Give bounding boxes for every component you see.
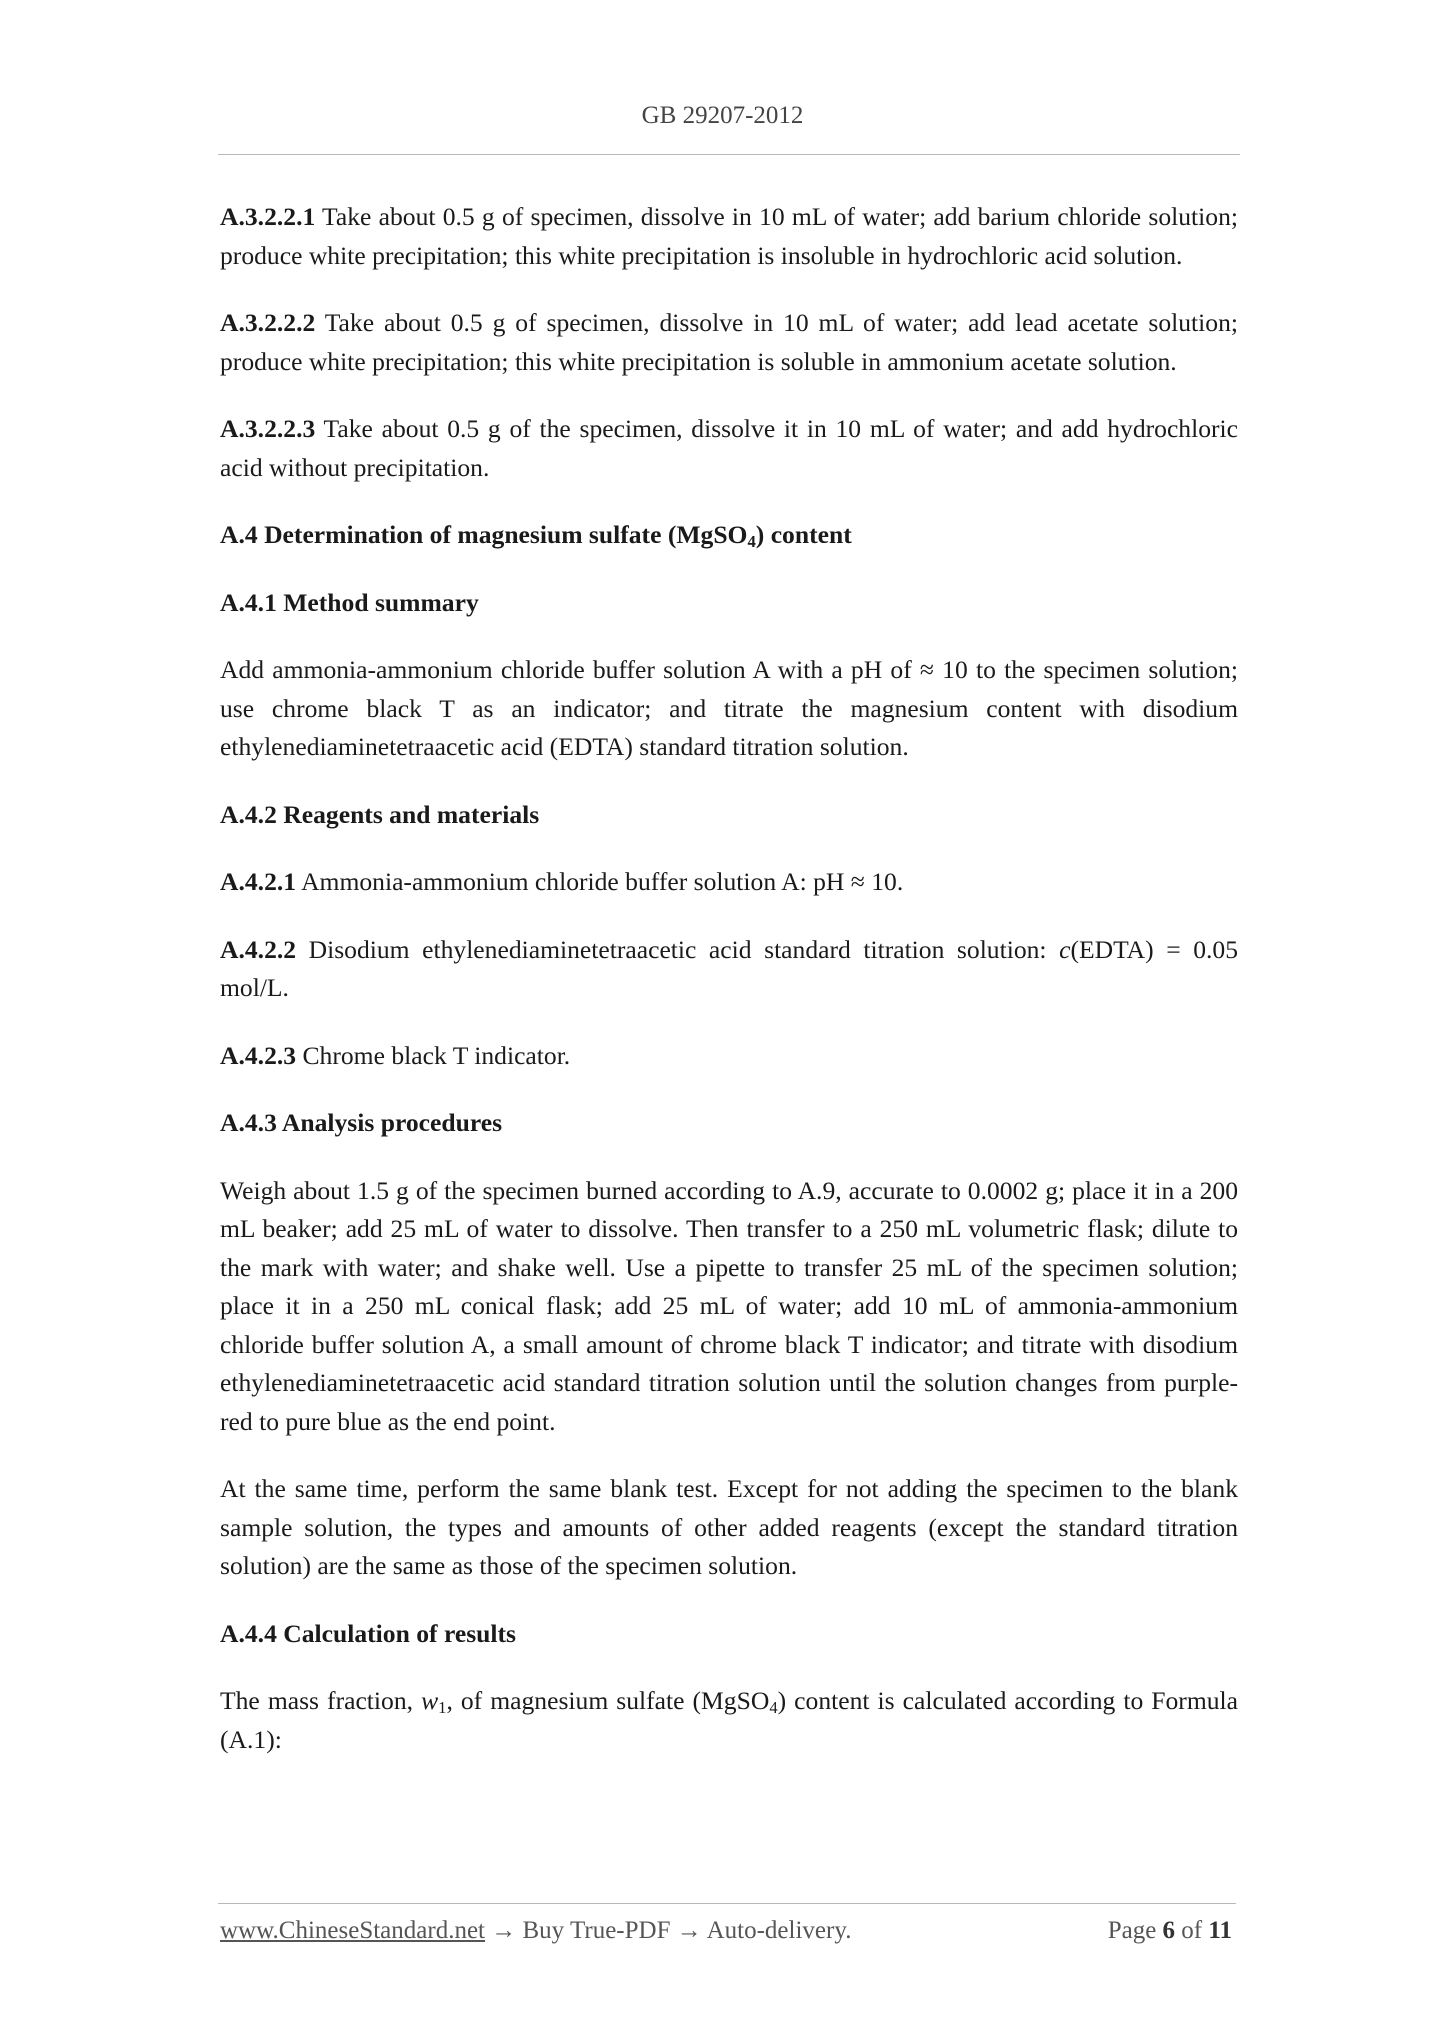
section-heading-a43: A.4.3 Analysis procedures: [220, 1108, 503, 1137]
blank-test-text: At the same time, perform the same blank test. Except for not adding the specimen to the blank sample solution, the types and amounts of other added reagents (except the standard titration solution) are the same as those of the specimen solution.: [220, 1474, 1238, 1580]
clause-number: A.3.2.2.3: [220, 414, 316, 443]
clause-number: A.4.2.3: [220, 1040, 297, 1070]
clause-text: Disodium ethylenediaminetetraacetic acid standard titration solution:: [296, 934, 1060, 964]
calc-text: The mass fraction,: [220, 1686, 422, 1715]
clause-a32221: [220, 198, 1238, 275]
method-summary-text: Add ammonia-ammonium chloride buffer solution A with a pH of ≈ 10 to the specimen solution; use chrome black T as an indicator; and titrate the magnesium content with disodium ethylenediaminetetraacetic acid (EDTA) standard titration solution.: [220, 655, 1238, 761]
page-of: of: [1175, 1917, 1209, 1944]
clause-number: A.3.2.2.2: [220, 308, 316, 337]
page-header-title: GB 29207-2012: [641, 102, 804, 129]
heading-subscript: 4: [747, 532, 756, 552]
clause-a421: [220, 863, 1238, 902]
footer-tagline: → Buy True-PDF → Auto-delivery.: [485, 1917, 852, 1944]
calc-text-mid: , of magnesium sulfate (MgSO: [446, 1686, 770, 1715]
calculation-intro-text: [220, 1682, 1238, 1759]
mass-fraction-subscript: 1: [438, 1698, 447, 1718]
clause-number: A.3.2.2.1: [220, 202, 316, 231]
footer-left: [220, 1917, 851, 1945]
section-heading-a42: A.4.2 Reagents and materials: [220, 799, 540, 829]
calc-text-end: ) content is calculated according to Formula (A.1):: [220, 1686, 1239, 1754]
clause-text-end: (EDTA) = 0.05 mol/L.: [220, 934, 1238, 1002]
website-link[interactable]: www.ChineseStandard.net: [220, 1917, 485, 1944]
analysis-procedure-text: Weigh about 1.5 g of the specimen burned according to A.9, accurate to 0.0002 g; place it in a 200 mL beaker; add 25 mL of water to dissolve. Then transfer to a 250 mL volumetric flask; dilute to the mark with water; and shake well. Use a pipette to transfer 25 mL of the specimen solution; place it in a 250 mL conical flask; add 25 mL of water; add 10 mL of ammonia-ammonium chloride buffer solution A, a small amount of chrome black T indicator; and titrate with disodium ethylenediaminetetraacetic acid standard titration solution until the solution changes from purple-red to pure blue as the end point.: [220, 1175, 1238, 1436]
clause-number: A.4.2.1: [220, 867, 297, 896]
page-label: Page: [1107, 1917, 1163, 1944]
heading-text: A.4 Determination of magnesium sulfate (MgSO: [220, 520, 748, 549]
page-footer: [220, 1917, 1232, 1945]
page-indicator: [1108, 1917, 1232, 1945]
clause-a32222: [220, 304, 1238, 381]
page-total: 11: [1208, 1917, 1232, 1944]
clause-text: Take about 0.5 g of specimen, dissolve in 10 mL of water; add lead acetate solution; produce white precipitation; this white precipitation is soluble in ammonium acetate solution.: [220, 308, 1238, 376]
clause-number: A.4.2.2: [220, 934, 297, 964]
section-heading-a41: A.4.1 Method summary: [220, 587, 479, 617]
clause-a32223: [220, 410, 1238, 487]
header-divider: [218, 154, 1240, 155]
document-body: [220, 198, 1238, 1788]
clause-text: Ammonia-ammonium chloride buffer solution A: pH ≈ 10.: [296, 867, 904, 896]
mass-fraction-symbol: w: [421, 1686, 439, 1715]
clause-text: Chrome black T indicator.: [296, 1040, 571, 1070]
heading-text-end: ) content: [755, 520, 852, 549]
clause-text: Take about 0.5 g of the specimen, dissolve it in 10 mL of water; and add hydrochloric acid without precipitation.: [220, 414, 1238, 482]
formula-subscript: 4: [769, 1698, 778, 1718]
footer-divider: [218, 1903, 1236, 1904]
concentration-symbol: c: [1059, 934, 1071, 964]
clause-text: Take about 0.5 g of specimen, dissolve in 10 mL of water; add barium chloride solution; produce white precipitation; this white precipitation is insoluble in hydrochloric acid solution.: [220, 202, 1238, 270]
page-current: 6: [1162, 1917, 1176, 1944]
section-heading-a4: [220, 516, 1238, 555]
clause-a423: [220, 1037, 1238, 1076]
clause-a422: [220, 931, 1238, 1008]
section-heading-a44: A.4.4 Calculation of results: [220, 1618, 516, 1648]
